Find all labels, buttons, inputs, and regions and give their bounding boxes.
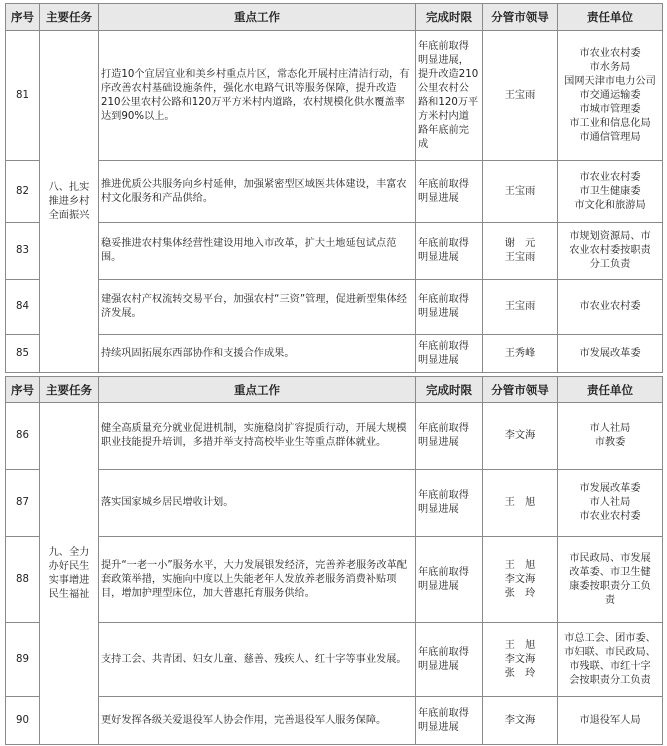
deadline-line: 明显进展 [418,504,459,515]
leader-name: 王秀峰 [504,347,536,359]
key-work: 稳妥推进农村集体经营性建设用地入市改革，扩大土地延包试点范围。 [99,223,416,280]
deadline-line: 路和120万平 [418,96,479,108]
row-number: 85 [6,335,40,373]
unit-line: 市工业和信息化局 [569,117,651,129]
unit-cell [558,697,663,745]
deadline-line: 提升改造210 [418,68,479,80]
deadline-cell [416,223,483,280]
table-row [6,335,663,373]
key-work: 健全高质量充分就业促进机制，实施稳岗扩容提质行动，开展大规模职业技能提升培训，多措并举支持高校毕业生等重点群体就业。 [99,403,416,470]
unit-cell [558,470,663,537]
leader-name: 李文海 [504,653,536,665]
unit-line: 分工负责 [589,259,631,270]
main-task-line: 推进乡村 [48,195,90,207]
unit-line: 市残联、市红十字 [569,660,651,672]
unit-line: 市农业农村委 [579,47,641,59]
table-row [6,623,663,697]
header-leader: 分管市领导 [483,377,558,403]
leader-name: 李文海 [504,430,536,441]
deadline-line: 明显进展 [418,252,459,263]
unit-cell [558,537,663,623]
leader-name: 王 旭 [504,497,536,508]
unit-cell [558,161,663,223]
row-number: 87 [6,470,40,537]
header-task: 主要任务 [40,377,99,403]
leader-name: 李文海 [504,573,536,585]
leader-cell [483,623,558,697]
unit-cell [558,403,663,470]
leader-cell [483,537,558,623]
header-work: 重点工作 [99,377,416,403]
deadline-line: 年底前取得 [418,238,469,249]
key-work: 建强农村产权流转交易平台，加强农村“三资”管理，促进新型集体经济发展。 [99,280,416,335]
row-number: 90 [6,697,40,745]
table-row [6,537,663,623]
unit-line: 市退役军人局 [579,714,641,726]
table-header-row [6,377,663,403]
leader-name: 张 玲 [504,667,536,679]
key-work: 支持工会、共青团、妇女儿童、慈善、残疾人、红十字等事业发展。 [99,623,416,697]
deadline-line: 年底前取得 [418,178,469,190]
table-row [6,31,663,161]
unit-line: 市发展改革委 [579,347,641,359]
row-number: 83 [6,223,40,280]
unit-line: 康委按职责分工负 [569,580,651,592]
unit-line: 市农业农村委 [579,171,641,183]
unit-cell [558,335,663,373]
task-table-2 [5,376,663,745]
deadline-line: 明显进展 [418,192,459,204]
deadline-line: 方米村内道 [418,110,469,122]
unit-line: 责 [604,594,616,606]
leader-cell [483,403,558,470]
main-task-line: 九、全力 [48,546,90,558]
leader-name: 王 旭 [504,559,536,571]
unit-line: 市民政局、市发展 [569,552,651,564]
deadline-cell [416,537,483,623]
leader-name: 谢 元 [504,238,536,249]
deadline-cell [416,623,483,697]
deadline-cell [416,161,483,223]
deadline-line: 年底前取得 [418,294,469,305]
deadline-line: 路年底前完 [418,124,469,136]
deadline-line: 年底前取得 [418,40,469,52]
main-task-cell [40,403,99,745]
row-number: 86 [6,403,40,470]
table-row [6,470,663,537]
deadline-cell [416,470,483,537]
row-number: 82 [6,161,40,223]
unit-line: 市交通运输委 [579,89,641,101]
leader-name: 王宝雨 [504,301,536,312]
unit-line: 市人社局 [589,497,631,508]
unit-line: 市妇联、市民政局、 [564,646,656,658]
deadline-line: 公里农村公 [418,82,469,94]
key-work: 打造10个宜居宜业和美乡村重点片区，常态化开展村庄清洁行动，有序改善农村基础设施条件，强化水电路气讯等服务保障，提升改造210公里农村公路和120万平方米村内道路，农村规模化供水覆盖率达到90%以上。 [99,31,416,161]
unit-line: 市文化和旅游局 [574,199,646,211]
leader-name: 王宝雨 [504,89,536,101]
leader-cell [483,223,558,280]
deadline-line: 明显进展 [418,354,459,366]
unit-line: 市规划资源局、市 [569,231,651,242]
table-row [6,280,663,335]
header-work: 重点工作 [99,4,416,31]
unit-cell [558,223,663,280]
unit-line: 市教委 [594,437,626,448]
key-work: 更好发挥各级关爱退役军人协会作用，完善退役军人服务保障。 [99,697,416,745]
table-row [6,697,663,745]
header-task: 主要任务 [40,4,99,31]
leader-name: 张 玲 [504,587,536,599]
main-task-cell [40,31,99,373]
unit-line: 市水务局 [589,61,631,73]
unit-line: 市农业农村委 [579,511,641,522]
leader-cell [483,31,558,161]
leader-name: 李文海 [504,714,536,726]
leader-cell [483,335,558,373]
leader-name: 王宝雨 [504,185,536,197]
key-work: 推进优质公共服务向乡村延伸，加强紧密型区域医共体建设，丰富农村文化服务和产品供给。 [99,161,416,223]
row-number: 88 [6,537,40,623]
unit-cell [558,280,663,335]
deadline-line: 年底前取得 [418,423,469,434]
leader-cell [483,697,558,745]
unit-line: 国网天津市电力公司 [564,75,656,87]
row-number: 81 [6,31,40,161]
deadline-line: 明显进展 [418,660,459,672]
header-unit: 责任单位 [558,4,663,31]
header-deadline: 完成时限 [416,4,483,31]
deadline-line: 年底前取得 [418,566,469,578]
unit-line: 市农业农村委 [579,301,641,312]
deadline-line: 成 [418,138,429,150]
main-task-line: 实事增进 [48,574,90,586]
unit-line: 会按职责分工负责 [569,674,651,686]
deadline-cell [416,697,483,745]
unit-cell [558,31,663,161]
key-work: 持续巩固拓展东西部协作和支援合作成果。 [99,335,416,373]
deadline-line: 明显进展 [418,437,459,448]
table-row [6,161,663,223]
key-work: 提升“一老一小”服务水平，大力发展银发经济，完善养老服务改革配套政策举措，实施向中度以上失能老年人发放养老服务消费补贴项目，增加护理型床位，加大普惠托育服务供给。 [99,537,416,623]
unit-line: 市总工会、团市委、 [564,632,656,644]
deadline-line: 明显进展 [418,721,459,733]
unit-cell [558,623,663,697]
deadline-cell [416,335,483,373]
main-task-line: 民生福祉 [48,588,90,600]
table-header-row [6,4,663,31]
header-leader: 分管市领导 [483,4,558,31]
unit-line: 改革委、市卫生健 [569,566,651,578]
deadline-line: 明显进展， [418,54,469,66]
deadline-cell [416,31,483,161]
table-row [6,223,663,280]
deadline-line: 明显进展 [418,308,459,319]
unit-line: 市卫生健康委 [579,185,641,197]
table-row [6,403,663,470]
row-number: 89 [6,623,40,697]
leader-name: 王 旭 [504,639,536,651]
header-unit: 责任单位 [558,377,663,403]
leader-cell [483,161,558,223]
header-deadline: 完成时限 [416,377,483,403]
unit-line: 市发展改革委 [579,483,641,494]
unit-line: 市城市管理委 [579,103,641,115]
header-seq: 序号 [6,377,40,403]
deadline-line: 明显进展 [418,580,459,592]
unit-line: 市人社局 [589,423,631,434]
main-task-line: 办好民生 [48,560,90,572]
deadline-line: 年底前取得 [418,707,469,719]
row-number: 84 [6,280,40,335]
deadline-cell [416,403,483,470]
leader-cell [483,470,558,537]
main-task-line: 全面振兴 [48,209,90,221]
header-seq: 序号 [6,4,40,31]
unit-line: 农业农村委按职责 [569,245,651,256]
task-table-1 [5,3,663,373]
deadline-cell [416,280,483,335]
leader-name: 王宝雨 [504,252,536,263]
main-task-line: 八、扎实 [48,181,90,193]
key-work: 落实国家城乡居民增收计划。 [99,470,416,537]
unit-line: 市通信管理局 [579,131,641,143]
leader-cell [483,280,558,335]
deadline-line: 年底前取得 [418,340,469,352]
deadline-line: 年底前取得 [418,490,469,501]
deadline-line: 年底前取得 [418,646,469,658]
